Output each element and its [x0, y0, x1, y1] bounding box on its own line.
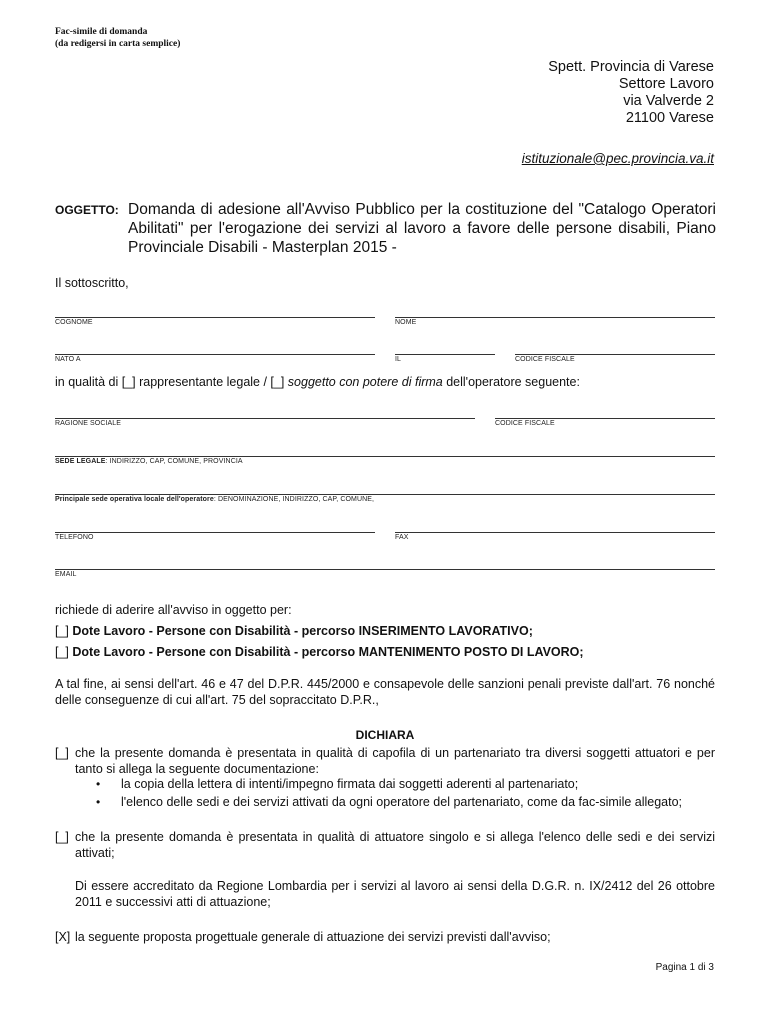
- capofila-checkbox[interactable]: [_]: [55, 746, 69, 760]
- ragione-sociale-label: RAGIONE SOCIALE: [55, 420, 122, 427]
- codice-fiscale-label: CODICE FISCALE: [515, 356, 575, 363]
- email-label: EMAIL: [55, 571, 77, 578]
- nato-a-field[interactable]: [55, 354, 375, 355]
- il-field[interactable]: [395, 354, 495, 355]
- recipient-address: [548, 59, 714, 127]
- capofila-text: che la presente domanda è presentata in qualità di capofila di un partenariato tra diversi soggetti attuatori e per tanto si allega la seguente documentazione:: [75, 746, 715, 776]
- telefono-label: TELEFONO: [55, 534, 94, 541]
- codice-fiscale-field[interactable]: [515, 354, 715, 355]
- proposta-text: la seguente proposta progettuale generale di attuazione dei servizi previsti dall'avviso;: [75, 930, 551, 944]
- option-mantenimento-checkbox[interactable]: [_]: [55, 645, 69, 659]
- fine-paragraph: A tal fine, ai sensi dell'art. 46 e 47 del D.P.R. 445/2000 e consapevole delle sanzioni penali previste dall'art. 76 nonché delle conseguenze di cui all'art. 75 del sopraccitato D.P.R.,: [55, 677, 715, 707]
- bullet-elenco-sedi: l'elenco delle sedi e dei servizi attivati da ogni operatore del partenariato, come da fac-simile allegato;: [121, 795, 683, 809]
- dichiara-title: DICHIARA: [355, 728, 415, 742]
- codice-fiscale-operatore-field[interactable]: [495, 418, 715, 419]
- proposta-checkbox[interactable]: [X]: [55, 930, 71, 944]
- option-inserimento-label: Dote Lavoro - Persone con Disabilità - percorso INSERIMENTO LAVORATIVO;: [72, 624, 533, 638]
- option-mantenimento[interactable]: [55, 645, 584, 659]
- option-inserimento[interactable]: [55, 624, 533, 638]
- telefono-field[interactable]: [55, 532, 375, 533]
- ragione-sociale-field[interactable]: [55, 418, 475, 419]
- sede-operativa-bold: Principale sede operativa locale dell'operatore: [55, 496, 214, 503]
- codice-fiscale-operatore-label: CODICE FISCALE: [495, 420, 555, 427]
- nato-a-label: NATO A: [55, 356, 81, 363]
- attuatore-singolo-text: che la presente domanda è presentata in qualità di attuatore singolo e si allega l'elenco delle sedi e dei servizi attivati;: [75, 830, 715, 860]
- recipient-line-2: Settore Lavoro: [618, 76, 714, 92]
- pec-email-link[interactable]: istituzionale@pec.provincia.va.it: [521, 151, 714, 166]
- attuatore-singolo-checkbox[interactable]: [_]: [55, 830, 69, 844]
- option-inserimento-checkbox[interactable]: [_]: [55, 624, 69, 638]
- bullet-icon: •: [96, 795, 101, 809]
- sede-legale-rest: : INDIRIZZO, CAP, COMUNE, PROVINCIA: [105, 458, 243, 465]
- recipient-line-1: Spett. Provincia di Varese: [548, 59, 714, 75]
- recipient-line-4: 21100 Varese: [625, 110, 714, 126]
- richiede-text: richiede di aderire all'avviso in oggetto per:: [55, 603, 292, 617]
- sede-operativa-field[interactable]: [55, 494, 715, 495]
- il-label: IL: [395, 356, 402, 363]
- page-number: Pagina 1 di 3: [655, 962, 714, 973]
- header-line-1: Fac-simile di domanda: [55, 27, 148, 37]
- accreditato-text: Di essere accreditato da Regione Lombardia per i servizi al lavoro ai sensi della D.G.R. n. IX/2412 del 26 ottobre 2011 e successivi atti di attuazione;: [75, 879, 715, 909]
- qualita-text: [55, 375, 580, 389]
- fax-field[interactable]: [395, 532, 715, 533]
- qualita-part-1: in qualità di [_] rappresentante legale / [_]: [55, 375, 288, 389]
- sede-legale-label: [55, 458, 243, 465]
- cognome-field[interactable]: [55, 317, 375, 318]
- bullet-icon: •: [96, 777, 101, 791]
- cognome-label: COGNOME: [55, 319, 93, 326]
- oggetto-label: OGGETTO:: [55, 203, 119, 217]
- oggetto-text: Domanda di adesione all'Avviso Pubblico per la costituzione del "Catalogo Operatori Abilitati" per l'erogazione dei servizi al lavoro a favore delle persone disabili, Piano Provinciale Disabili - Masterplan 2015 -: [128, 201, 716, 256]
- option-mantenimento-label: Dote Lavoro - Persone con Disabilità - percorso MANTENIMENTO POSTO DI LAVORO;: [72, 645, 584, 659]
- qualita-part-2: dell'operatore seguente:: [442, 375, 580, 389]
- bullet-lettera-intenti: la copia della lettera di intenti/impegno firmata dai soggetti aderenti al partenariato;: [121, 777, 579, 791]
- sede-operativa-rest: : DENOMINAZIONE, INDIRIZZO, CAP, COMUNE,: [213, 496, 375, 503]
- qualita-italic: soggetto con potere di firma: [287, 375, 443, 389]
- header-line-2: (da redigersi in carta semplice): [55, 39, 181, 49]
- sede-operativa-label: [55, 496, 374, 503]
- sede-legale-field[interactable]: [55, 456, 715, 457]
- recipient-line-3: via Valverde 2: [623, 93, 714, 109]
- sede-legale-bold: SEDE LEGALE: [55, 458, 106, 465]
- document-header: [55, 26, 180, 50]
- nome-field[interactable]: [395, 317, 715, 318]
- fax-label: FAX: [395, 534, 409, 541]
- email-field[interactable]: [55, 569, 715, 570]
- nome-label: NOME: [395, 319, 417, 326]
- sottoscritto-text: Il sottoscritto,: [55, 276, 129, 290]
